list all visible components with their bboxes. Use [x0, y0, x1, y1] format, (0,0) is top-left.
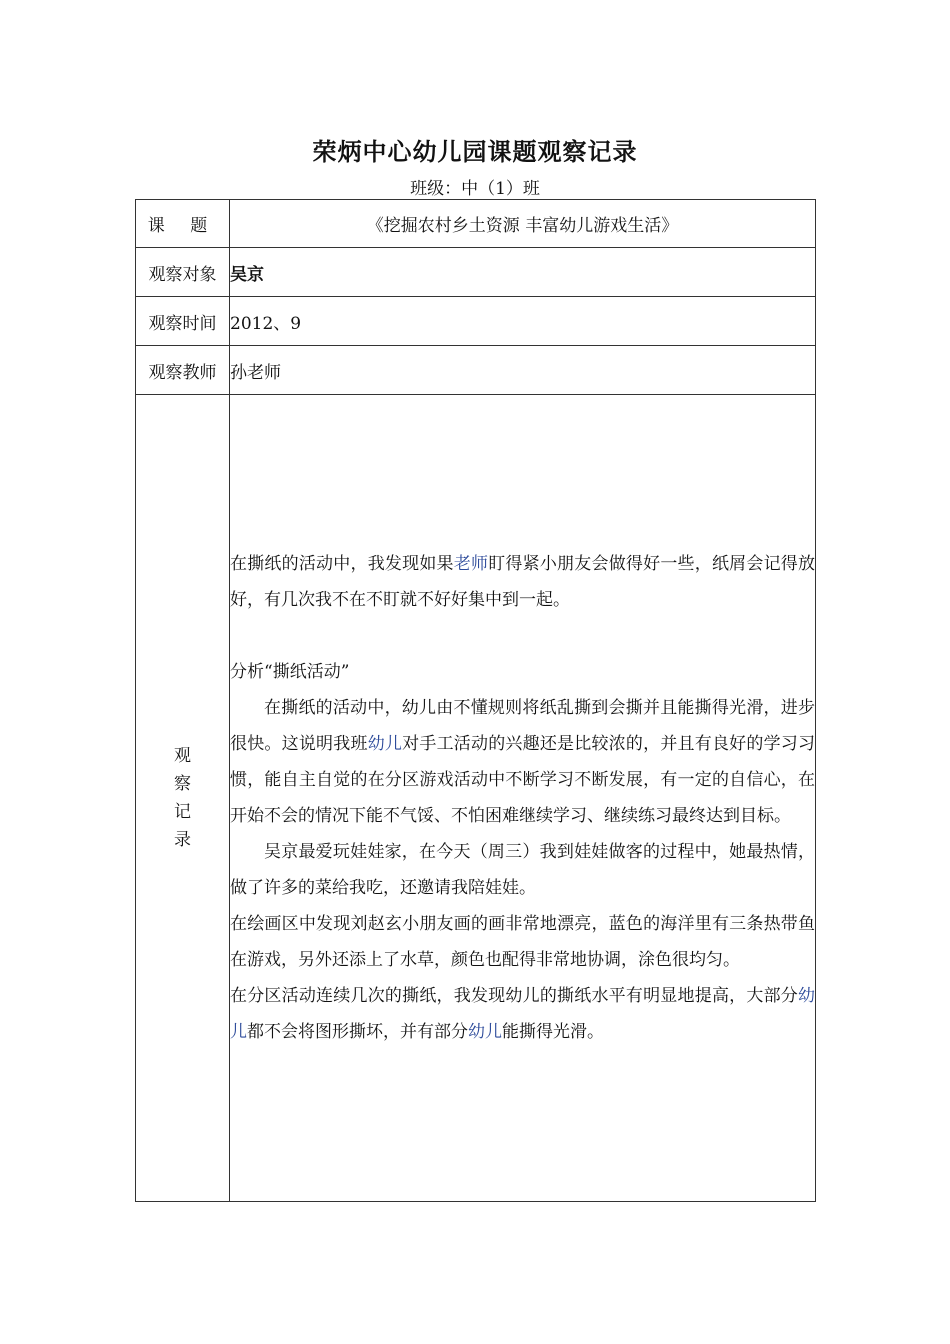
- note-text: 都不会将图形撕坏，并有部分: [247, 1022, 468, 1042]
- record-label: [136, 395, 230, 1202]
- blank-line: [230, 618, 815, 654]
- record-label-char: 记: [174, 802, 191, 822]
- class-line: 班级：中（1）班: [410, 179, 540, 199]
- time-row: [136, 297, 816, 346]
- note-paragraph-5: [230, 978, 815, 1050]
- record-row: [136, 395, 816, 1202]
- subject-row: [136, 248, 816, 297]
- note-text: 在分区活动连续几次的撕纸，我发现幼儿的撕纸水平有明显地提高，大部分: [230, 986, 798, 1006]
- note-text: 对手工活动的兴趣还是比较浓的，并且有良好的学习习惯，能自主自觉的在分区游戏活动中不断学习不断发展，有一定的自信心，在开始不会的情况下能不气馁、不怕困难继续学习、继续练习最终达到目标。: [230, 734, 816, 826]
- time-value: 2012、9: [230, 297, 816, 346]
- time-label: 观察时间: [136, 297, 230, 346]
- teacher-label: 观察教师: [136, 346, 230, 395]
- note-text: 在撕纸的活动中，幼儿由不懂规则将纸乱撕到会撕并且能撕得光滑，进步很快。这说明我班: [230, 698, 815, 754]
- note-paragraph-1: [230, 546, 815, 618]
- page-title: 荣炳中心幼儿园课题观察记录: [312, 138, 638, 166]
- topic-row: [136, 200, 816, 248]
- note-text: 在撕纸的活动中，我发现如果: [230, 554, 454, 574]
- teacher-value: 孙老师: [230, 346, 816, 395]
- topic-label: 课 题: [136, 200, 230, 248]
- subject-label: 观察对象: [136, 248, 230, 297]
- observation-table: [135, 199, 816, 1202]
- note-text: 能撕得光滑。: [502, 1022, 604, 1042]
- highlighted-word: 老师: [453, 554, 489, 574]
- highlighted-word: 幼儿: [468, 1022, 502, 1042]
- note-text: 盯得紧小朋友会做得好一些，纸屑会记得放好，有几次我不在不盯就不好好集中到一起。: [230, 554, 816, 610]
- record-notes: [230, 395, 816, 1202]
- record-label-char: 察: [174, 774, 191, 794]
- analysis-heading: 分析“撕纸活动”: [230, 662, 350, 682]
- highlighted-word: 幼儿: [367, 734, 403, 754]
- note-paragraph-4: 在绘画区中发现刘赵玄小朋友画的画非常地漂亮，蓝色的海洋里有三条热带鱼在游戏，另外还添上了水草，颜色也配得非常地协调，涂色很均匀。: [230, 914, 815, 970]
- note-paragraph-3: 吴京最爱玩娃娃家，在今天（周三）我到娃娃做客的过程中，她最热情，做了许多的菜给我吃，还邀请我陪娃娃。: [230, 842, 815, 898]
- record-label-char: 观: [174, 746, 191, 766]
- note-paragraph-2: [230, 690, 815, 834]
- topic-value: 《挖掘农村乡土资源 丰富幼儿游戏生活》: [230, 200, 816, 248]
- subject-value: 吴京: [230, 248, 816, 297]
- highlighted-word: 幼儿: [230, 986, 815, 1042]
- record-label-char: 录: [174, 830, 191, 850]
- teacher-row: [136, 346, 816, 395]
